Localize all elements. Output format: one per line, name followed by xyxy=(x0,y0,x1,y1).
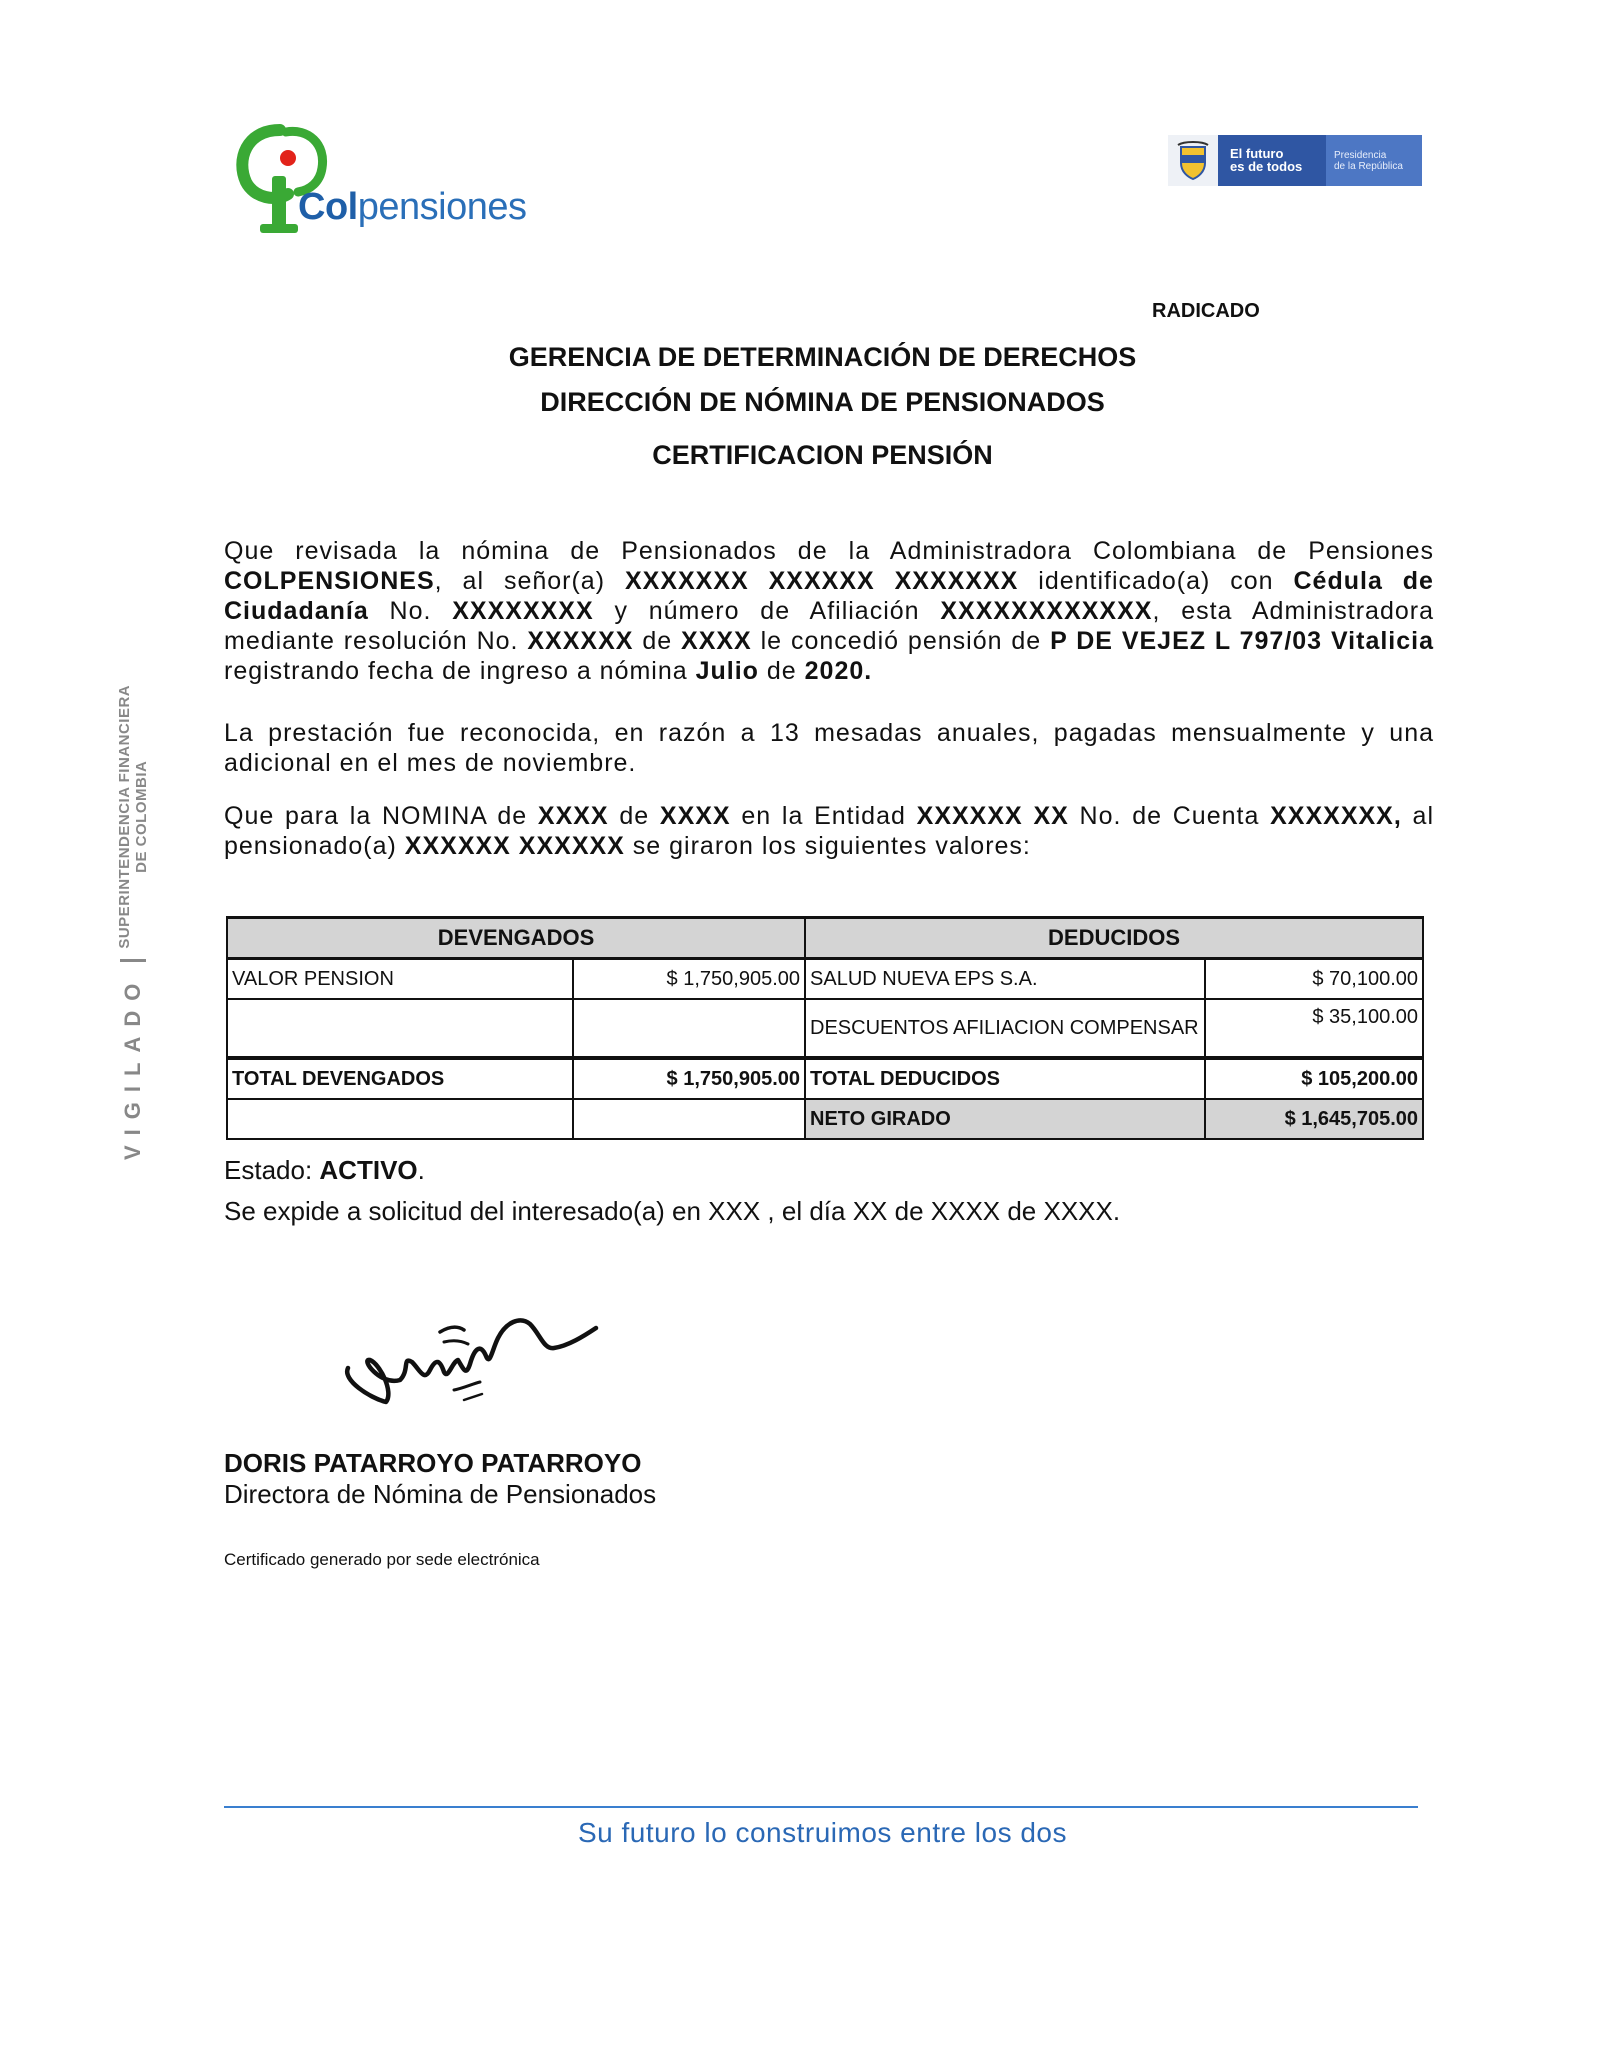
estado-value: ACTIVO xyxy=(319,1155,418,1185)
p1-text-9: registrando fecha de ingreso a nómina xyxy=(224,657,696,685)
p3-text-4: No. de Cuenta xyxy=(1068,802,1271,830)
estado-label: Estado: xyxy=(224,1155,320,1185)
p1-bold-2: XXXXXXX XXXXXX XXXXXXX xyxy=(624,567,1019,595)
table-row xyxy=(227,959,1423,1000)
table-net-row xyxy=(227,1099,1423,1139)
gov-presidency-line1: Presidencia xyxy=(1334,150,1387,161)
p1-text-7: de xyxy=(633,627,682,655)
p1-text-5: y número de Afiliación xyxy=(593,597,941,625)
p1-bold-6: XXXXXX xyxy=(527,627,634,655)
colpensiones-logo xyxy=(228,120,527,250)
vigilado-stamp-content xyxy=(116,680,150,1160)
total-deducidos-amount: $ 105,200.00 xyxy=(1205,1058,1423,1099)
vigilado-text xyxy=(116,685,150,949)
estado-end: . xyxy=(417,1155,425,1185)
signer-title: Directora de Nómina de Pensionados xyxy=(224,1479,657,1509)
p1-text-8: le concedió pensión de xyxy=(751,627,1051,655)
ded-label-compensar: DESCUENTOS AFILIACION COMPENSAR xyxy=(805,999,1205,1058)
ded-label-salud: SALUD NUEVA EPS S.A. xyxy=(805,959,1205,1000)
dev-label-valor-pension: VALOR PENSION xyxy=(227,959,573,1000)
total-devengados-amount: $ 1,750,905.00 xyxy=(573,1058,805,1099)
signer-name: DORIS PATARROYO PATARROYO xyxy=(224,1448,642,1478)
gov-presidency-line2: de la República xyxy=(1334,161,1403,172)
p1-bold-4: XXXXXXXX xyxy=(452,597,594,625)
government-badge xyxy=(1168,135,1422,186)
signature-image xyxy=(340,1290,610,1420)
p3-bold-5: XXXXXX XXXXXX xyxy=(404,832,625,860)
neto-girado-label: NETO GIRADO xyxy=(805,1099,1205,1139)
net-empty-2 xyxy=(573,1099,805,1139)
gov-presidency xyxy=(1326,135,1422,186)
p1-bold-8: P DE VEJEZ L 797/03 Vitalicia xyxy=(1050,627,1435,655)
p3-text-6: se giraron los siguientes valores: xyxy=(624,832,1031,860)
vigilado-line1: SUPERINTENDENCIA FINANCIERA xyxy=(116,684,133,949)
colpensiones-logo-icon xyxy=(228,120,348,250)
p3-bold-1: XXXX xyxy=(537,802,609,830)
vigilado-word: VIGILADO xyxy=(120,959,146,1160)
gov-slogan-line2: es de todos xyxy=(1230,159,1303,174)
footer-slogan: Su futuro lo construimos entre los dos xyxy=(577,1817,1067,1848)
certificate-note: Certificado generado por sede electrónica xyxy=(224,1550,540,1569)
p1-text-10: de xyxy=(758,657,805,685)
header-deducidos: DEDUCIDOS xyxy=(805,918,1423,959)
dev-amount-valor-pension: $ 1,750,905.00 xyxy=(573,959,805,1000)
paragraph-nomina xyxy=(224,801,1434,861)
p3-text-5: al pensionado(a) xyxy=(224,802,1434,860)
dev-amount-empty xyxy=(573,999,805,1058)
p1-text-4: No. xyxy=(368,597,453,625)
footer-divider xyxy=(224,1806,1418,1808)
logo-wordmark-rest: pensiones xyxy=(357,186,527,228)
heading-direccion: DIRECCIÓN DE NÓMINA DE PENSIONADOS xyxy=(540,387,1105,417)
logo-wordmark xyxy=(298,186,526,229)
heading-certificacion: CERTIFICACION PENSIÓN xyxy=(652,440,993,470)
p1-bold-7: XXXX xyxy=(681,627,752,655)
p3-text-3: en la Entidad xyxy=(730,802,917,830)
p1-bold-5: XXXXXXXXXXXX xyxy=(940,597,1153,625)
estado-line xyxy=(224,1155,425,1186)
logo-wordmark-bold: Col xyxy=(298,186,358,228)
p1-text-1: Que revisada la nómina de Pensionados de la Administradora Colombiana de Pensiones xyxy=(224,537,1434,565)
p3-text-1: Que para la NOMINA de xyxy=(224,802,538,830)
table-totals-row xyxy=(227,1058,1423,1099)
p3-bold-4: XXXXXXX, xyxy=(1270,802,1402,830)
vigilado-stamp xyxy=(108,680,158,1160)
p1-text-3: identificado(a) con xyxy=(1018,567,1294,595)
total-deducidos-label: TOTAL DEDUCIDOS xyxy=(805,1058,1205,1099)
vigilado-line2: DE COLOMBIA xyxy=(133,760,150,873)
table-row xyxy=(227,999,1423,1058)
p1-bold-9: Julio xyxy=(695,657,759,685)
total-devengados-label: TOTAL DEVENGADOS xyxy=(227,1058,573,1099)
expide-line: Se expide a solicitud del interesado(a) en XXX , el día XX de XXXX de XXXX. xyxy=(224,1196,1121,1226)
gov-slogan-line1: El futuro xyxy=(1230,146,1284,161)
paragraph-mesadas: La prestación fue reconocida, en razón a 13 mesadas anuales, pagadas mensualmente y una adicional en el mes de noviembre. xyxy=(224,719,1434,777)
p1-bold-3: Cédula de Ciudadanía xyxy=(224,567,1434,625)
header-devengados: DEVENGADOS xyxy=(227,918,805,959)
paragraph-resolution xyxy=(224,536,1434,686)
p3-bold-3: XXXXXX XX xyxy=(916,802,1069,830)
p1-text-2: , al señor(a) xyxy=(434,567,625,595)
dev-label-empty xyxy=(227,999,573,1058)
ded-amount-salud: $ 70,100.00 xyxy=(1205,959,1423,1000)
table-header-row xyxy=(227,918,1423,959)
p3-bold-2: XXXX xyxy=(659,802,731,830)
heading-gerencia: GERENCIA DE DETERMINACIÓN DE DERECHOS xyxy=(508,342,1137,372)
p1-bold-10: 2020. xyxy=(804,657,873,685)
p1-text-6: , esta Administradora mediante resolución No. xyxy=(224,597,1434,655)
ded-amount-compensar: $ 35,100.00 xyxy=(1205,999,1423,1058)
coat-of-arms-icon xyxy=(1168,135,1218,186)
p1-bold-1: COLPENSIONES xyxy=(224,567,435,595)
payments-table xyxy=(226,916,1424,1140)
radicado-label: RADICADO xyxy=(1152,300,1260,322)
net-empty-1 xyxy=(227,1099,573,1139)
gov-slogan xyxy=(1218,135,1326,186)
neto-girado-amount: $ 1,645,705.00 xyxy=(1205,1099,1423,1139)
p3-text-2: de xyxy=(608,802,660,830)
